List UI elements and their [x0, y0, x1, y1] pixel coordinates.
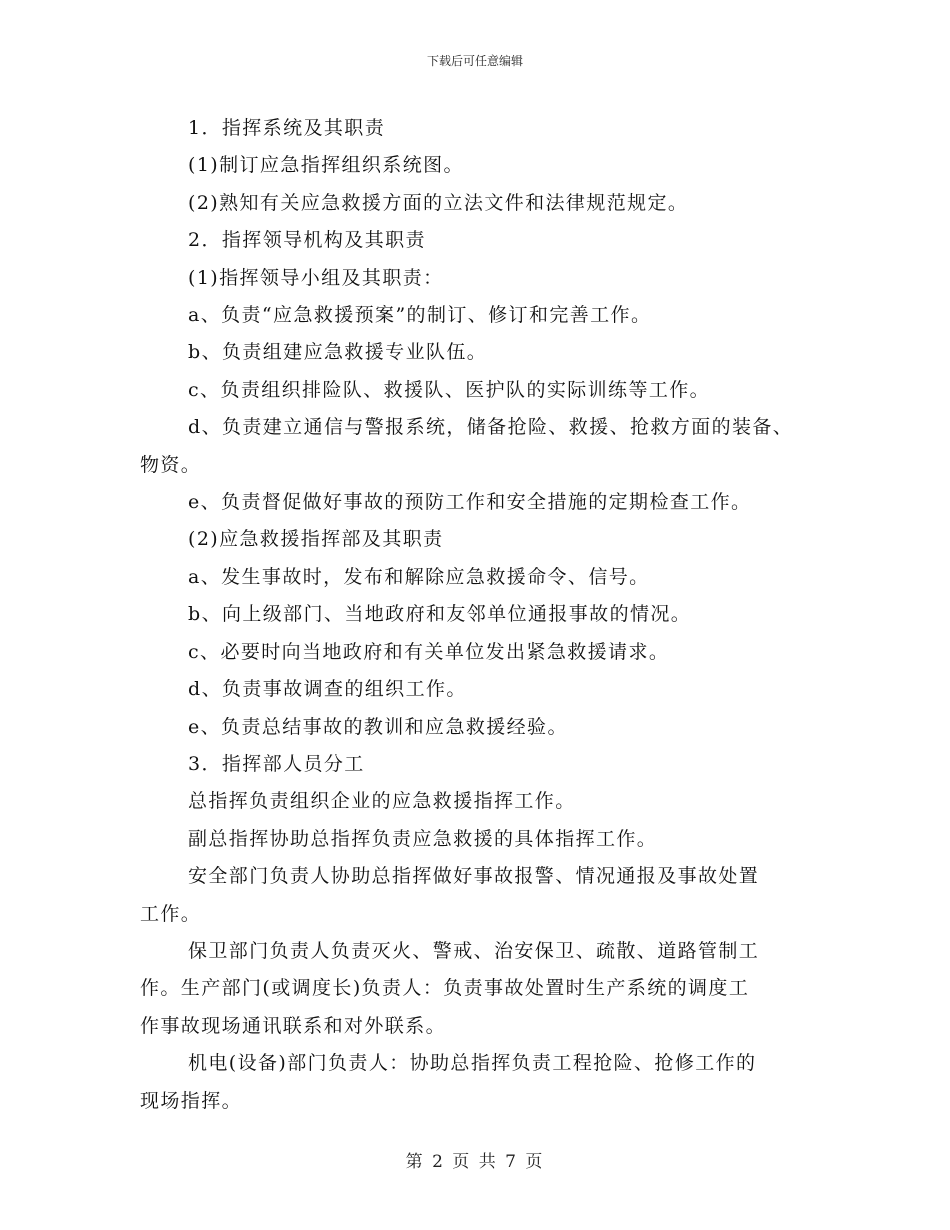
paragraph-line: b、负责组建应急救援专业队伍。: [188, 341, 488, 364]
paragraph-line: b、向上级部门、当地政府和友邻单位通报事故的情况。: [188, 603, 692, 626]
page-header: 下载后可任意编辑: [426, 54, 523, 68]
paragraph-line: c、必要时向当地政府和有关单位发出紧急救援请求。: [188, 640, 670, 663]
paragraph-line: (2)应急救援指挥部及其职责: [188, 528, 444, 551]
paragraph-line: 保卫部门负责人负责灭火、警戒、治安保卫、疏散、道路管制工: [188, 939, 760, 962]
paragraph-line: c、负责组织排险队、救援队、医护队的实际训练等工作。: [188, 378, 711, 401]
section-heading-3: 3．指挥部人员分工: [188, 752, 365, 775]
paragraph-line: e、负责督促做好事故的预防工作和安全措施的定期检查工作。: [188, 491, 752, 514]
paragraph-line: d、负责事故调查的组织工作。: [188, 678, 467, 701]
paragraph-line: 机电(设备)部门负责人：协助总指挥负责工程抢险、抢修工作的: [188, 1052, 757, 1075]
paragraph-line: a、负责“应急救援预案”的制订、修订和完善工作。: [188, 304, 652, 327]
paragraph-line: 安全部门负责人协助总指挥做好事故报警、情况通报及事故处置: [188, 865, 760, 888]
paragraph-line: a、发生事故时，发布和解除应急救援命令、信号。: [188, 565, 650, 588]
paragraph-line: d、负责建立通信与警报系统，储备抢险、救援、抢救方面的装备、: [188, 416, 794, 439]
paragraph-line: e、负责总结事故的教训和应急救援经验。: [188, 715, 568, 738]
paragraph-line: 副总指挥协助总指挥负责应急救援的具体指挥工作。: [188, 827, 658, 850]
paragraph-line: 总指挥负责组织企业的应急救援指挥工作。: [188, 790, 576, 813]
paragraph-line: (1)指挥领导小组及其职责：: [188, 266, 444, 289]
paragraph-line-continuation: 作事故现场通讯联系和对外联系。: [140, 1014, 447, 1037]
section-heading-2: 2．指挥领导机构及其职责: [188, 229, 426, 252]
paragraph-line-continuation: 现场指挥。: [140, 1089, 243, 1112]
section-heading-1: 1．指挥系统及其职责: [188, 117, 386, 139]
page-footer: 第 2 页 共 7 页: [405, 1152, 545, 1172]
document-body: [140, 110, 830, 1120]
paragraph-line-continuation: 物资。: [140, 453, 202, 476]
paragraph-line-continuation: 作。生产部门(或调度长)负责人：负责事故处置时生产系统的调度工: [140, 977, 750, 1000]
paragraph-line: (2)熟知有关应急救援方面的立法文件和法律规范规定。: [188, 191, 689, 214]
paragraph-line-continuation: 工作。: [140, 902, 202, 925]
paragraph-line: (1)制订应急指挥组织系统图。: [188, 154, 464, 177]
